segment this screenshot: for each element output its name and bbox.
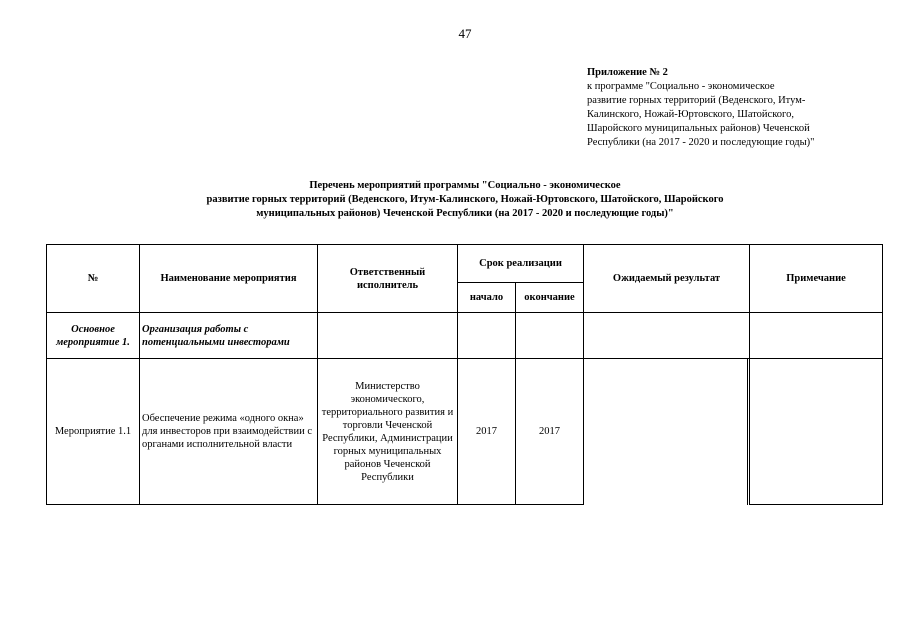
row-note: [750, 359, 883, 505]
appendix-note: [587, 66, 887, 150]
row-number: Основное мероприятие 1.: [47, 313, 140, 359]
appendix-line: Республики (на 2017 - 2020 и последующие годы)": [587, 137, 815, 148]
row-responsible: Министерство экономического, территориального развития и торговли Чеченской Республики, Администрации горных муниципальных районов Чеченской Республики: [318, 359, 458, 505]
table-row: [47, 359, 883, 505]
appendix-line: развитие горных территорий (Веденского, Итум-: [587, 95, 806, 106]
header-result: Ожидаемый результат: [584, 245, 750, 313]
row-start: [458, 313, 516, 359]
header-period: Срок реализации: [458, 245, 584, 283]
row-end: [516, 313, 584, 359]
header-end: окончание: [516, 283, 584, 313]
events-table: [46, 244, 883, 505]
row-result: [584, 359, 748, 505]
header-number: №: [47, 245, 140, 313]
header-responsible: Ответственный исполнитель: [318, 245, 458, 313]
appendix-line: к программе "Социально - экономическое: [587, 81, 775, 92]
row-end: 2017: [516, 359, 584, 505]
appendix-line: Шаройского муниципальных районов) Чеченской: [587, 123, 810, 134]
row-name: Организация работы с потенциальными инвесторами: [140, 313, 318, 359]
row-number: Мероприятие 1.1: [47, 359, 140, 505]
header-start: начало: [458, 283, 516, 313]
table-row: [47, 313, 883, 359]
appendix-title: Приложение № 2: [587, 67, 668, 78]
row-note: [750, 313, 883, 359]
appendix-line: Калинского, Ножай-Юртовского, Шатойского,: [587, 109, 794, 120]
row-name: Обеспечение режима «одного окна» для инвесторов при взаимодействии с органами исполнительной власти: [140, 359, 318, 505]
header-name: Наименование мероприятия: [140, 245, 318, 313]
document-title-line: муниципальных районов) Чеченской Республики (на 2017 - 2020 и последующие годы)": [256, 208, 674, 219]
document-title-line: Перечень мероприятий программы "Социально - экономическое: [309, 180, 621, 191]
document-title-line: развитие горных территорий (Веденского, Итум-Калинского, Ножай-Юртовского, Шатойского, Шаройского: [206, 194, 724, 205]
row-start: 2017: [458, 359, 516, 505]
row-responsible: [318, 313, 458, 359]
row-result: [584, 313, 750, 359]
header-note: Примечание: [750, 245, 883, 313]
document-title: [0, 179, 905, 221]
page-number: 47: [458, 26, 472, 41]
